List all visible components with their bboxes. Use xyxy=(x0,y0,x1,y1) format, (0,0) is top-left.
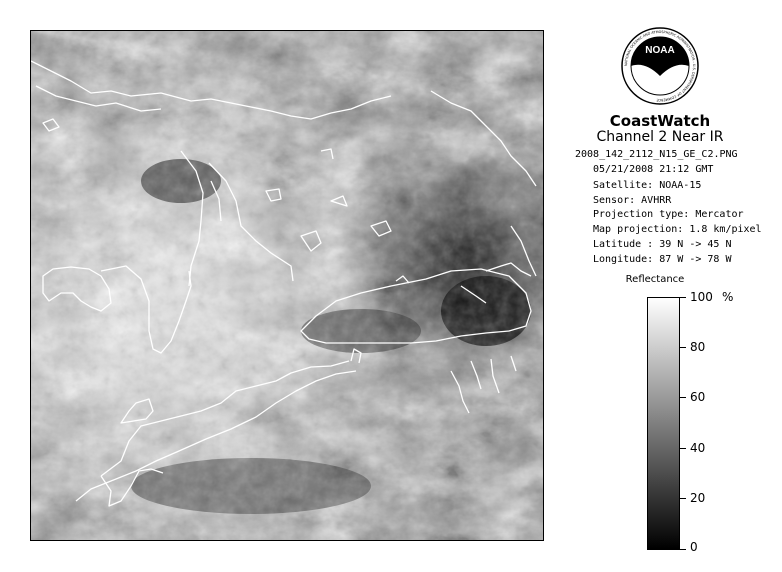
scale-tick-label: 20 xyxy=(690,491,706,505)
channel-title: Channel 2 Near IR xyxy=(596,129,724,145)
scale-tick xyxy=(680,549,686,550)
scale-tick xyxy=(680,397,686,398)
scale-tick-label: 0 xyxy=(690,540,698,554)
scale-tick-label: 40 xyxy=(690,441,706,455)
scale-tick xyxy=(680,498,686,499)
longitude-label: Longitude: 87 W -> 78 W xyxy=(593,254,732,265)
noaa-logo-ring-text: NATIONAL OCEANIC AND ATMOSPHERIC ADMINISTRATION - U.S. DEPARTMENT OF COMMERCE xyxy=(623,29,697,103)
projection-type-label: Projection type: Mercator xyxy=(593,209,744,220)
scale-tick-label: 60 xyxy=(690,390,706,404)
product-title: CoastWatch xyxy=(609,112,711,130)
scale-tick xyxy=(680,297,686,298)
scale-units: % xyxy=(722,290,734,304)
scale-tick-label: 100 xyxy=(690,290,713,304)
reflectance-colorbar xyxy=(647,297,680,550)
datetime-label: 05/21/2008 21:12 GMT xyxy=(593,164,714,175)
scale-tick xyxy=(680,448,686,449)
sensor-label: Sensor: AVHRR xyxy=(593,195,672,206)
noaa-logo xyxy=(620,26,700,106)
noaa-logo-text: NOAA xyxy=(645,45,675,56)
map-projection-label: Map projection: 1.8 km/pixel xyxy=(593,224,762,235)
filename-label: 2008_142_2112_N15_GE_C2.PNG xyxy=(575,149,738,160)
scale-tick xyxy=(680,347,686,348)
satellite-image xyxy=(30,30,544,541)
latitude-label: Latitude : 39 N -> 45 N xyxy=(593,239,732,250)
scale-title: Reflectance xyxy=(625,274,685,285)
satellite-label: Satellite: NOAA-15 xyxy=(593,180,702,191)
scale-tick-label: 80 xyxy=(690,340,706,354)
